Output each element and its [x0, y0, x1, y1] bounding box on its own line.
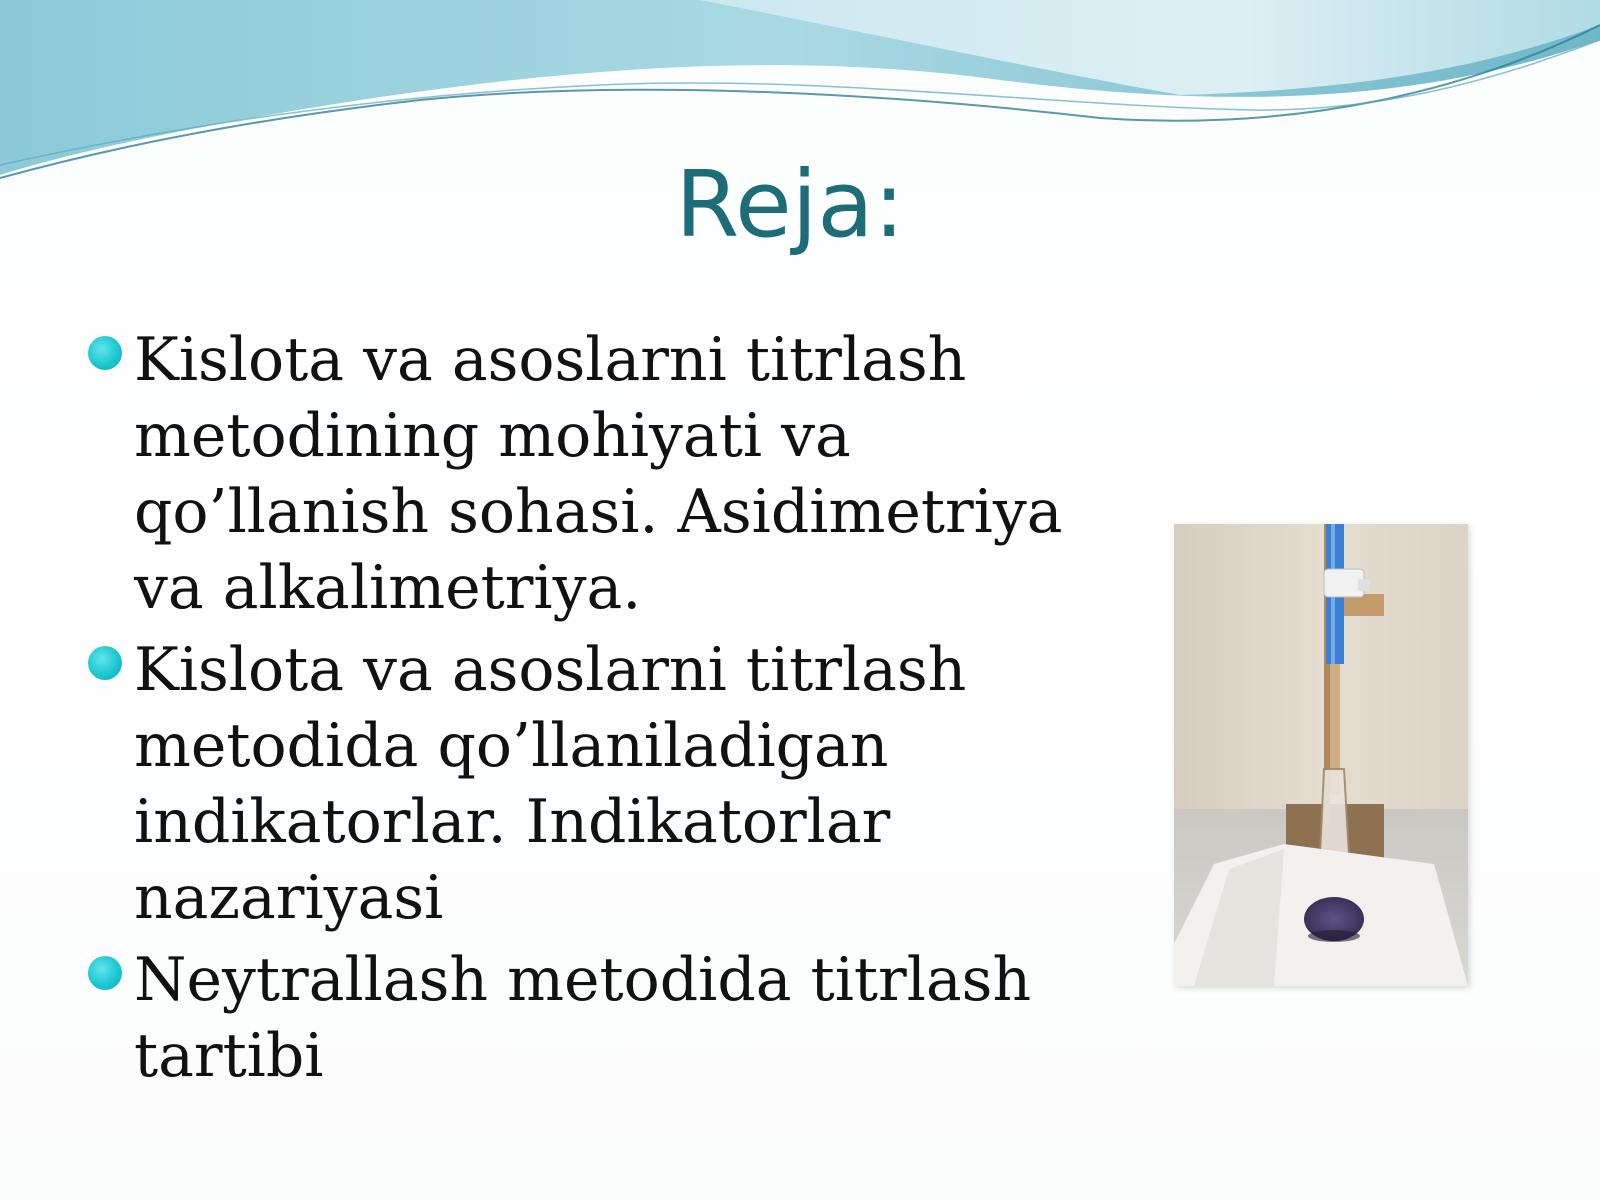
bullet-line: Neytrallash metodida titrlash: [134, 945, 1032, 1015]
bullet-line: nazariyasi: [134, 863, 444, 933]
bullet-line: tartibi: [134, 1021, 324, 1091]
bullet-line: metodining mohiyati va: [134, 401, 851, 471]
bullet-line: metodida qo’llaniladigan: [134, 711, 889, 781]
bullet-item: [88, 322, 1088, 626]
slide-title: Reja:: [675, 151, 905, 258]
bullet-dot-icon: [88, 956, 122, 990]
bullet-dot-icon: [88, 336, 122, 370]
bullet-item: [88, 632, 1088, 936]
bullet-line: Kislota va asoslarni titrlash: [134, 635, 967, 705]
titration-setup-photo: [1174, 524, 1468, 986]
bullet-line: va alkalimetriya.: [134, 553, 642, 623]
bullet-line: Kislota va asoslarni titrlash: [134, 325, 967, 395]
bullet-item: [88, 942, 1088, 1094]
bullet-list: [88, 322, 1088, 1094]
bullet-line: indikatorlar. Indikatorlar: [134, 787, 891, 857]
bullet-dot-icon: [88, 646, 122, 680]
bullet-line: qo’llanish sohasi. Asidimetriya: [134, 477, 1063, 547]
